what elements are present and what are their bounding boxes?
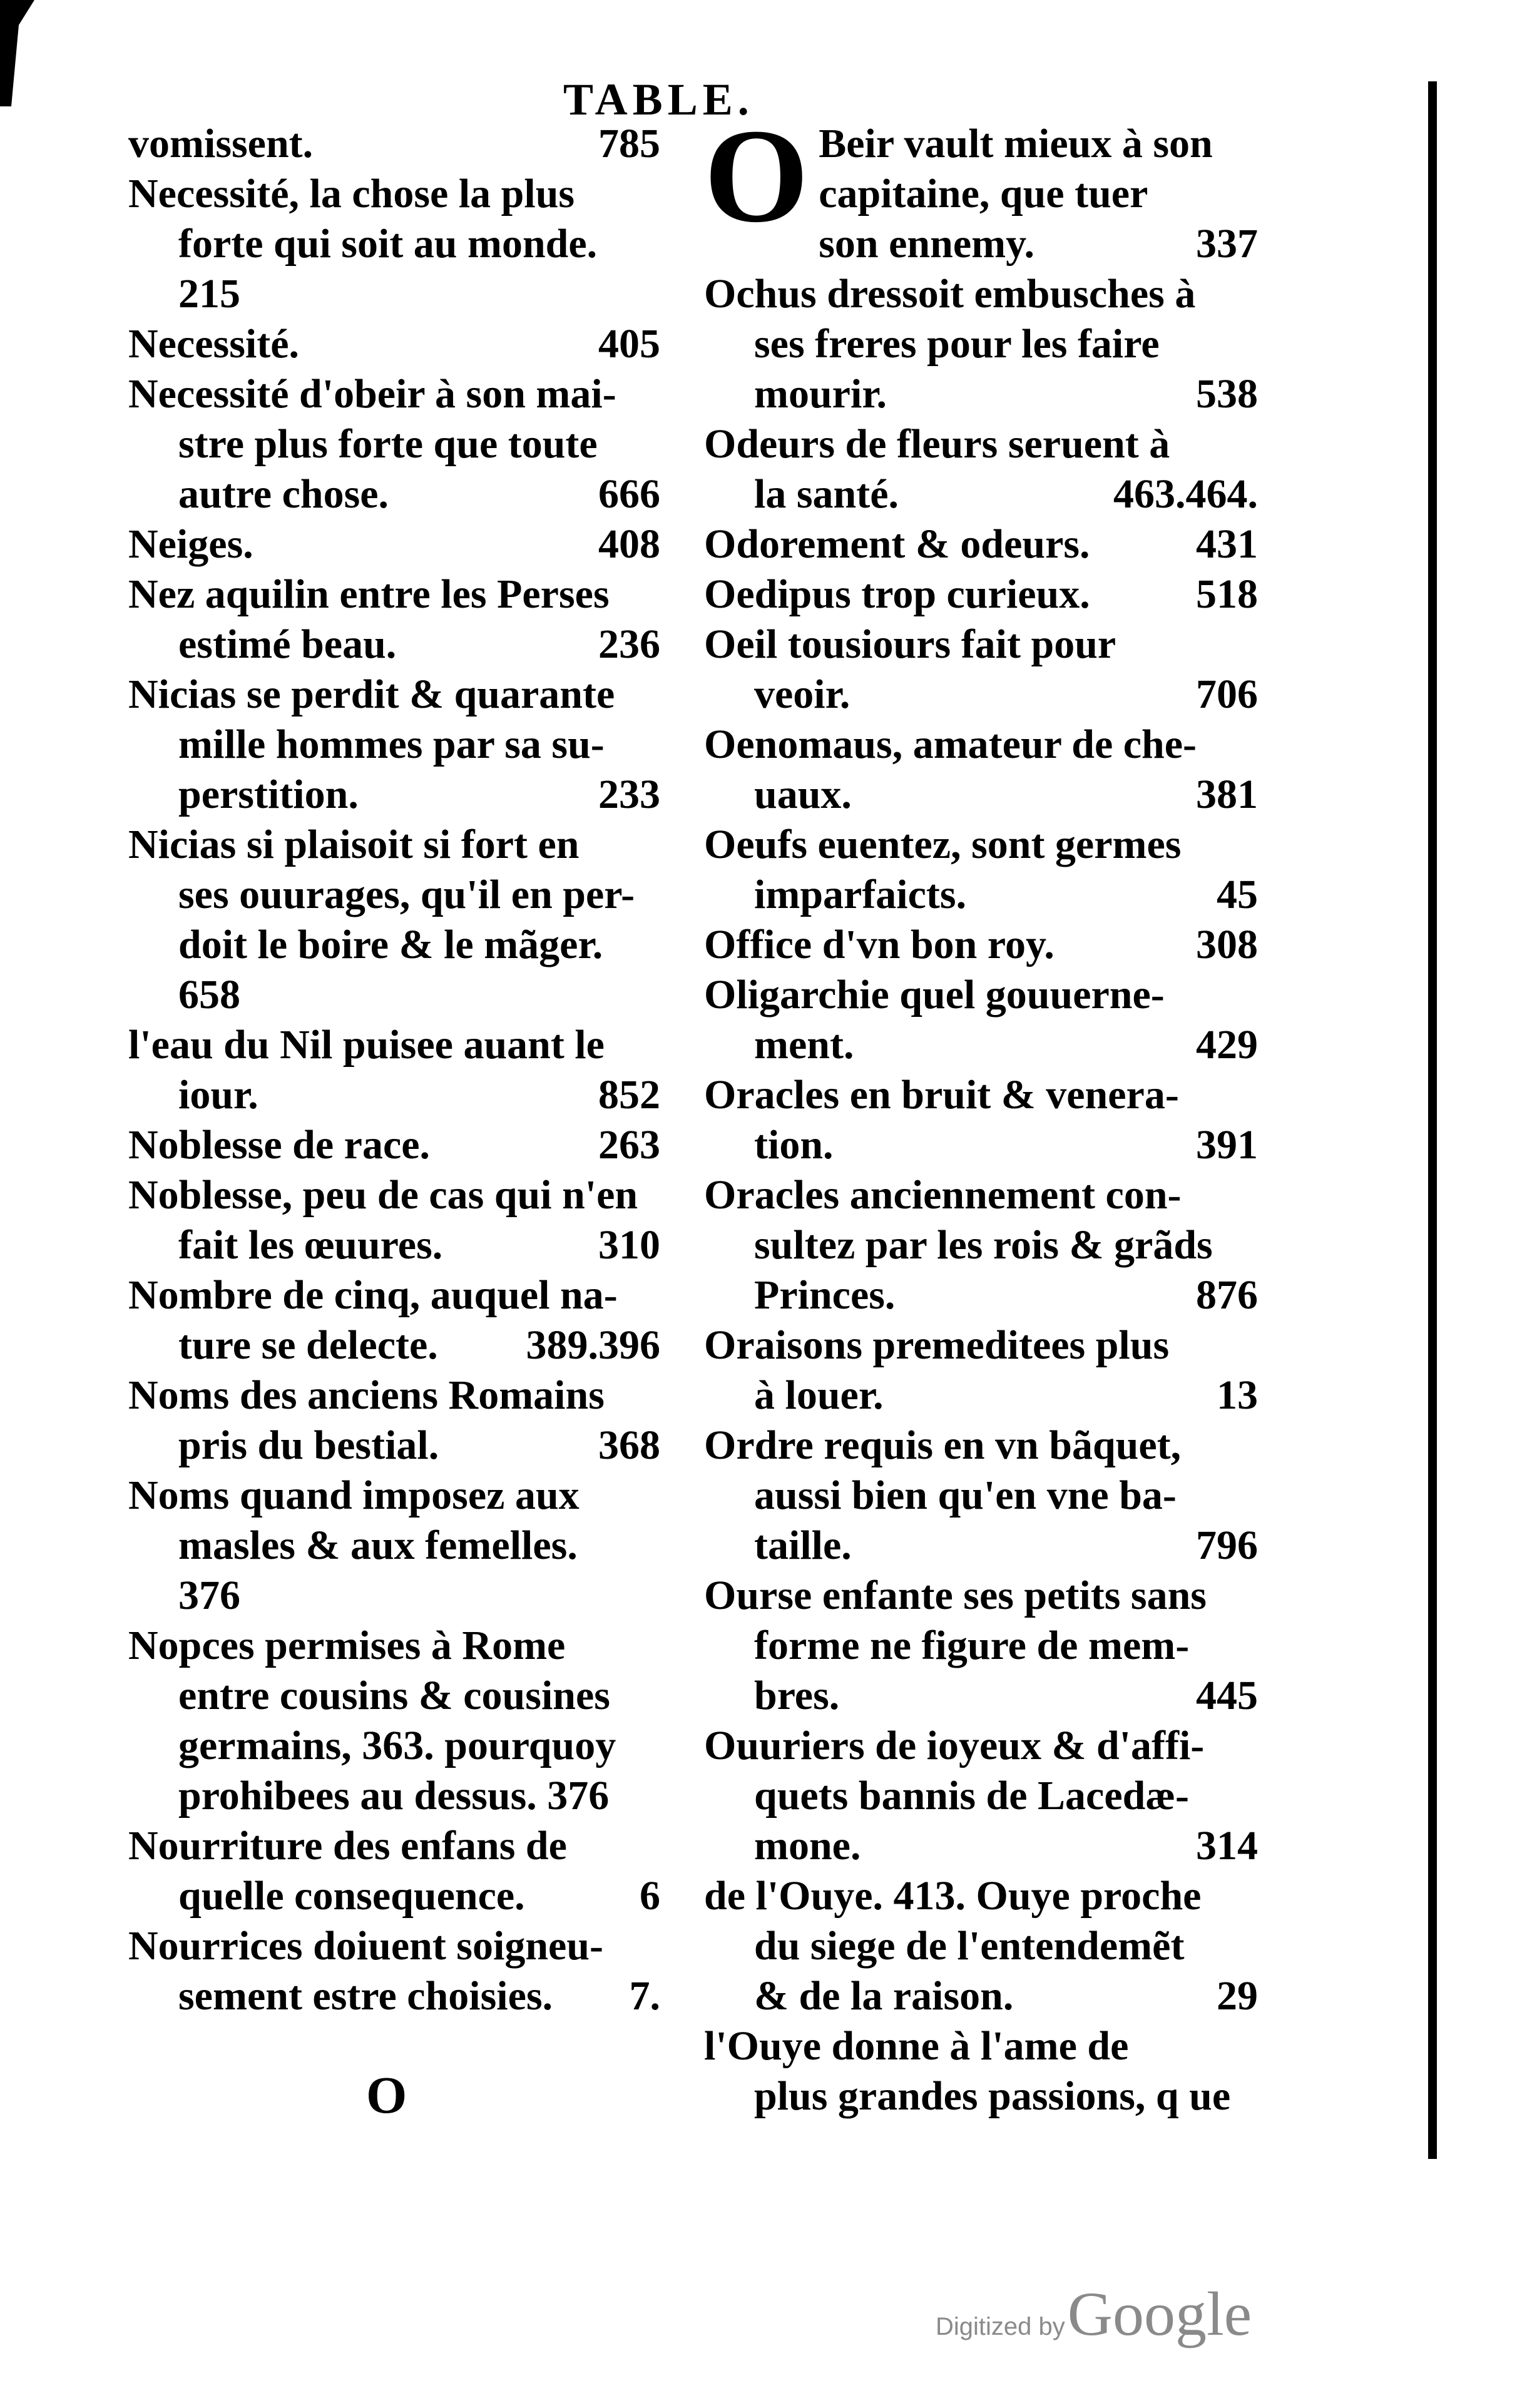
entry-line (704, 1921, 1258, 1971)
entry-text: stre plus forte que toute (178, 421, 598, 467)
entry-line (704, 569, 1258, 620)
page-number: 389.396 (526, 1322, 660, 1368)
index-entry (704, 101, 1258, 269)
index-entry (128, 1471, 660, 1621)
index-entry (704, 519, 1258, 569)
entry-text: ses ouurages, qu'il en per- (178, 872, 635, 917)
entry-line (128, 1921, 660, 1971)
page-number: 310 (598, 1222, 660, 1268)
entry-line (704, 1120, 1258, 1170)
entry-line (128, 319, 660, 369)
page-number: 233 (598, 772, 660, 817)
entry-text: perstition. (178, 772, 359, 817)
entry-text: taille. (754, 1523, 852, 1568)
entry-text: Noms quand imposez aux (128, 1472, 580, 1518)
entry-line (128, 419, 660, 469)
entry-text: veoir. (754, 671, 850, 717)
entry-line (128, 620, 660, 670)
entry-text: Oeufs euentez, sont germes (704, 822, 1182, 867)
entry-text: Oraisons premeditees plus (704, 1322, 1170, 1368)
entry-line (128, 720, 660, 770)
entry-text: forte qui soit au monde. (178, 221, 598, 267)
entry-text: germains, 363. pourquoy (178, 1723, 616, 1768)
entry-line (128, 1370, 660, 1421)
entry-line (704, 1370, 1258, 1421)
watermark-prefix: Digitized by (936, 2313, 1065, 2340)
entry-line (704, 369, 1258, 419)
entry-text: sultez par les rois & grãds (754, 1222, 1213, 1268)
entry-line (704, 1220, 1258, 1270)
index-entry (128, 1921, 660, 2021)
entry-text: 658 (178, 972, 240, 1018)
entry-line (704, 269, 1258, 319)
entry-line (128, 569, 660, 620)
entry-text: Oedipus trop curieux. (704, 571, 1090, 617)
entry-text: masles & aux femelles. (178, 1523, 578, 1568)
index-entry (704, 1170, 1258, 1320)
index-entry (128, 1370, 660, 1471)
entry-line (704, 1721, 1258, 1771)
index-entry (704, 1320, 1258, 1421)
index-entry (128, 569, 660, 670)
entry-text: uaux. (754, 772, 852, 817)
section-letter: O (366, 2066, 407, 2125)
entry-text: autre chose. (178, 471, 389, 517)
entry-line (128, 1671, 660, 1721)
page-number: 13 (1217, 1372, 1258, 1418)
entry-line (704, 419, 1258, 469)
page-number: 7. (629, 1973, 660, 2019)
entry-text: Oracles anciennement con- (704, 1172, 1182, 1218)
entry-text: sement estre choisies. (178, 1973, 553, 2019)
entry-text: Necessité. (128, 321, 300, 367)
page-number: 29 (1217, 1973, 1258, 2019)
entry-text: son ennemy. (819, 221, 1034, 267)
entry-text: mourir. (754, 371, 887, 417)
entry-text: Odeurs de fleurs seruent à (704, 421, 1170, 467)
page-number: 852 (598, 1072, 660, 1118)
index-entry (704, 2021, 1258, 2121)
entry-text: Nez aquilin entre les Perses (128, 571, 610, 617)
entry-line (704, 1521, 1258, 1571)
entry-line (128, 519, 660, 569)
page-number: 518 (1196, 571, 1258, 617)
index-entry (128, 369, 660, 519)
page-number: 236 (598, 621, 660, 667)
entry-text: plus grandes passions, q ue (754, 2073, 1231, 2119)
entry-text: l'eau du Nil puisee auant le (128, 1022, 605, 1068)
drop-cap: O (704, 101, 809, 250)
entry-line (704, 1821, 1258, 1871)
entry-text: Oracles en bruit & venera- (704, 1072, 1179, 1118)
entry-text: ment. (754, 1022, 854, 1068)
entry-text: de l'Ouye. 413. Ouye proche (704, 1873, 1202, 1919)
page-number: 405 (598, 321, 660, 367)
index-entry (128, 1621, 660, 1821)
entry-text: mone. (754, 1823, 861, 1869)
entry-text: Princes. (754, 1272, 896, 1318)
entry-text: Ordre requis en vn bãquet, (704, 1422, 1182, 1468)
entry-line (704, 720, 1258, 770)
entry-text: doit le boire & le mãger. (178, 922, 603, 967)
page-number: 263 (598, 1122, 660, 1168)
entry-text: bres. (754, 1673, 840, 1718)
page-number: 368 (598, 1422, 660, 1468)
entry-text: Noms des anciens Romains (128, 1372, 605, 1418)
entry-text: Oeil tousiours fait pour (704, 621, 1116, 667)
entry-line (704, 1621, 1258, 1671)
entry-text: 215 (178, 271, 240, 317)
entry-text: Oenomaus, amateur de che- (704, 722, 1197, 767)
page-number: 429 (1196, 1022, 1258, 1068)
entry-line (704, 1020, 1258, 1070)
index-entry (704, 620, 1258, 720)
page-number: 666 (598, 471, 660, 517)
entry-text: Noblesse de race. (128, 1122, 431, 1168)
entry-line (128, 1871, 660, 1921)
index-entry (128, 1170, 660, 1270)
watermark (936, 2278, 1252, 2350)
entry-line (704, 1270, 1258, 1320)
entry-line (704, 1320, 1258, 1370)
entry-line (128, 119, 660, 169)
entry-text: Ourse enfante ses petits sans (704, 1573, 1207, 1618)
entry-text: Nopces permises à Rome (128, 1623, 566, 1668)
page-number: 876 (1196, 1272, 1258, 1318)
index-entry (128, 319, 660, 369)
entry-line (704, 970, 1258, 1020)
index-entry (704, 820, 1258, 920)
index-entry (128, 1120, 660, 1170)
entry-text: Oligarchie quel gouuerne- (704, 972, 1165, 1018)
entry-text: 376 (178, 1573, 240, 1618)
entry-line (128, 219, 660, 269)
entry-line (704, 870, 1258, 920)
entry-line (128, 1771, 660, 1821)
index-entry (128, 1020, 660, 1120)
page-number: 308 (1196, 922, 1258, 967)
entry-line (128, 1320, 660, 1370)
entry-line (128, 1521, 660, 1571)
index-entry (128, 670, 660, 820)
entry-line (128, 1220, 660, 1270)
index-entry (128, 1821, 660, 1921)
entry-line (128, 1821, 660, 1871)
entry-line (704, 469, 1258, 519)
entry-text: du siege de l'entendemẽt (754, 1923, 1185, 1969)
entry-text: prohibees au dessus. 376 (178, 1773, 610, 1819)
page-number: 314 (1196, 1823, 1258, 1869)
index-entry (704, 1871, 1258, 2021)
entry-text: Odorement & odeurs. (704, 521, 1090, 567)
page-number: 431 (1196, 521, 1258, 567)
entry-line (704, 620, 1258, 670)
index-entry (704, 970, 1258, 1070)
running-header: TABLE. (563, 74, 754, 125)
entry-text: la santé. (754, 471, 899, 517)
right-column (704, 101, 1258, 2121)
entry-line (128, 269, 660, 319)
entry-line (704, 1070, 1258, 1120)
index-entry (128, 119, 660, 169)
entry-text: à louer. (754, 1372, 884, 1418)
page-number: 785 (598, 121, 660, 166)
page-number: 706 (1196, 671, 1258, 717)
entry-line (128, 369, 660, 419)
entry-text: vomissent. (128, 121, 314, 166)
entry-text: Necessité d'obeir à son mai- (128, 371, 616, 417)
entry-text: Office d'vn bon roy. (704, 922, 1055, 967)
entry-text: Necessité, la chose la plus (128, 171, 575, 217)
entry-line (704, 2071, 1258, 2121)
entry-text: Neiges. (128, 521, 253, 567)
entry-text: tion. (754, 1122, 834, 1168)
entry-line (128, 1571, 660, 1621)
index-entry (128, 1270, 660, 1370)
entry-text: Nicias si plaisoit si fort en (128, 822, 580, 867)
entry-line (128, 1120, 660, 1170)
entry-line (128, 1721, 660, 1771)
entry-text: forme ne figure de mem- (754, 1623, 1190, 1668)
entry-text: quets bannis de Lacedæ- (754, 1773, 1189, 1819)
entry-line (704, 820, 1258, 870)
page-number: 445 (1196, 1673, 1258, 1718)
entry-text: & de la raison. (754, 1973, 1014, 2019)
entry-text: Ochus dressoit embusches à (704, 271, 1196, 317)
entry-line (704, 1671, 1258, 1721)
entry-line (704, 1971, 1258, 2021)
entry-text: quelle consequence. (178, 1873, 525, 1919)
entry-line (704, 1170, 1258, 1220)
left-column (128, 119, 660, 2021)
entry-line (128, 469, 660, 519)
entry-text: Nombre de cinq, auquel na- (128, 1272, 618, 1318)
ink-smudge-corner (0, 0, 44, 106)
entry-line (128, 1020, 660, 1070)
page-number: 796 (1196, 1523, 1258, 1568)
index-entry (704, 1421, 1258, 1571)
entry-line (704, 920, 1258, 970)
page-edge-rule (1428, 81, 1437, 2159)
entry-text: iour. (178, 1072, 258, 1118)
entry-text: mille hommes par sa su- (178, 722, 605, 767)
entry-line (128, 1170, 660, 1220)
entry-line (128, 1621, 660, 1671)
entry-line (128, 1070, 660, 1120)
entry-line (704, 319, 1258, 369)
index-entry (704, 269, 1258, 419)
index-entry (704, 920, 1258, 970)
entry-line (128, 1971, 660, 2021)
entry-line (128, 970, 660, 1020)
entry-text: ture se delecte. (178, 1322, 438, 1368)
entry-line (128, 870, 660, 920)
page-number: 408 (598, 521, 660, 567)
entry-text: entre cousins & cousines (178, 1673, 610, 1718)
page-number: 45 (1217, 872, 1258, 917)
entry-line (704, 1471, 1258, 1521)
page-number: 538 (1196, 371, 1258, 417)
entry-line (704, 770, 1258, 820)
index-entry (704, 419, 1258, 519)
entry-line (128, 770, 660, 820)
entry-text: Nourrices doiuent soigneu- (128, 1923, 603, 1969)
watermark-brand: Google (1067, 2279, 1252, 2349)
entry-line (128, 670, 660, 720)
page-number: 463.464. (1113, 471, 1258, 517)
entry-line (704, 1421, 1258, 1471)
index-entry (128, 169, 660, 319)
index-entry (704, 720, 1258, 820)
entry-text: l'Ouye donne à l'ame de (704, 2023, 1129, 2069)
page-number: 381 (1196, 772, 1258, 817)
entry-line (128, 820, 660, 870)
entry-line (704, 1871, 1258, 1921)
entry-text: Nourriture des enfans de (128, 1823, 567, 1869)
entry-text: ses freres pour les faire (754, 321, 1160, 367)
entry-text: estimé beau. (178, 621, 397, 667)
index-entry (128, 820, 660, 1020)
entry-text: Beir vault mieux à son (819, 121, 1213, 166)
page-number: 337 (1196, 221, 1258, 267)
entry-text: Nicias se perdit & quarante (128, 671, 615, 717)
index-entry (704, 1070, 1258, 1170)
entry-line (704, 1771, 1258, 1821)
entry-line (704, 1571, 1258, 1621)
index-entry (704, 569, 1258, 620)
entry-line (704, 670, 1258, 720)
entry-line (704, 2021, 1258, 2071)
entry-text: Noblesse, peu de cas qui n'en (128, 1172, 638, 1218)
entry-text: pris du bestial. (178, 1422, 439, 1468)
page-number: 391 (1196, 1122, 1258, 1168)
entry-line (128, 1421, 660, 1471)
entry-line (704, 519, 1258, 569)
entry-line (128, 169, 660, 219)
page-number: 6 (640, 1873, 660, 1919)
entry-text: capitaine, que tuer (819, 171, 1148, 217)
entry-text: aussi bien qu'en vne ba- (754, 1472, 1177, 1518)
entry-text: fait les œuures. (178, 1222, 443, 1268)
entry-line (128, 1270, 660, 1320)
entry-text: Ouuriers de ioyeux & d'affi- (704, 1723, 1205, 1768)
index-entry (704, 1721, 1258, 1871)
entry-text: imparfaicts. (754, 872, 967, 917)
entry-line (128, 920, 660, 970)
entry-line (128, 1471, 660, 1521)
index-entry (704, 1571, 1258, 1721)
index-entry (128, 519, 660, 569)
